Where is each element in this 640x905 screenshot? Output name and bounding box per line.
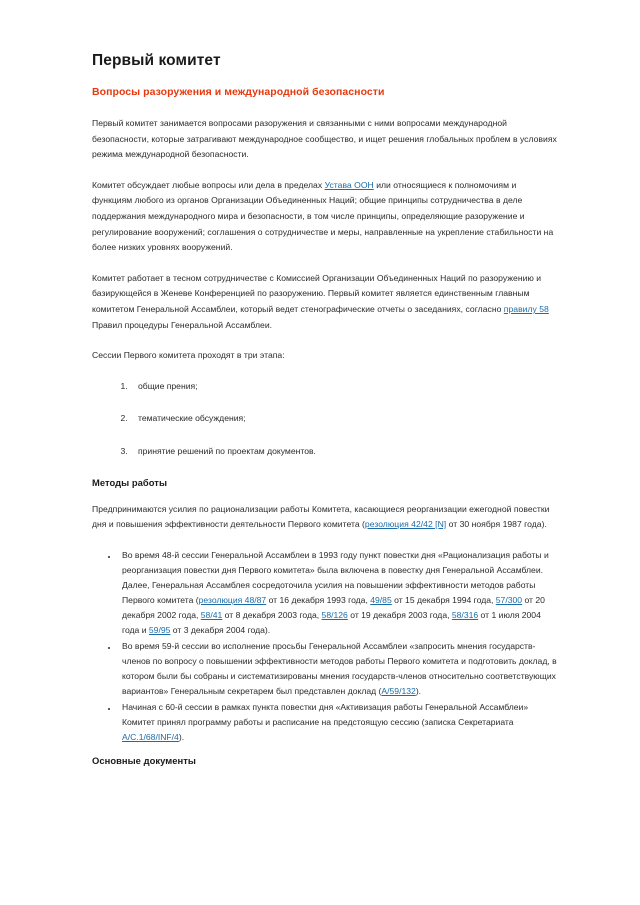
paragraph-stages-lead bbox=[92, 348, 558, 364]
note-text-7: от 1 июля 2004 года и bbox=[122, 609, 541, 635]
note-text-2: от 16 декабря 1993 года, bbox=[266, 594, 371, 605]
stage-label: тематические обсуждения; bbox=[138, 413, 246, 424]
link-resolution-48-87[interactable]: резолюция 48/87 bbox=[198, 594, 267, 605]
paragraph-cooperation bbox=[92, 271, 558, 333]
link-un-charter[interactable]: Устава ООН bbox=[324, 179, 374, 190]
methods-notes-list bbox=[92, 548, 558, 745]
note-text-3: от 15 декабря 1994 года, bbox=[391, 594, 496, 605]
note-text-8: от 3 декабря 2004 года). bbox=[170, 624, 271, 635]
note-text-4: от 20 декабря 2002 года, bbox=[122, 594, 545, 620]
note-text-2: ). bbox=[178, 731, 185, 742]
link-resolution-59-95[interactable]: 59/95 bbox=[148, 624, 171, 635]
note-text-5: от 8 декабря 2003 года, bbox=[222, 609, 322, 620]
cooperation-text-after: Правил процедуры Генеральной Ассамблеи. bbox=[92, 319, 273, 330]
link-document-a-c1-68-inf-4[interactable]: A/C.1/68/INF/4 bbox=[122, 731, 179, 742]
link-resolution-58-41[interactable]: 58/41 bbox=[200, 609, 223, 620]
list-item bbox=[118, 548, 558, 638]
methods-text-after: от 30 ноября 1987 года). bbox=[446, 519, 547, 530]
link-document-a-59-132[interactable]: A/59/132 bbox=[381, 685, 416, 696]
scope-text-after: или относящиеся к полномочиям и функциям любого из органов Организации Объединенных Наций; общие принципы сотрудничества в деле поддержания международного мира и безопасности, в том числе принципы, определяющие разоружение и регулирование вооружений; соглашения о сотрудничестве и меры, направленные на укрепление стабильности на более низких уровнях вооружений. bbox=[92, 179, 554, 253]
note-text-2: ). bbox=[415, 685, 422, 696]
link-rule-58[interactable]: правилу 58 bbox=[503, 303, 549, 314]
link-resolution-58-126[interactable]: 58/126 bbox=[321, 609, 348, 620]
paragraph-methods-intro bbox=[92, 502, 558, 533]
note-text-1: Во время 48-й сессии Генеральной Ассамблеи в 1993 году пункт повестки дня «Рационализация работы и реорганизация повестки дня Первого комитета» была включена в повестку дня Генеральной Ассамблеи. Далее, Генеральная Ассамблея сосредоточила усилия на повышении эффективности методов работы Первого комитета ( bbox=[122, 549, 549, 605]
paragraph-scope bbox=[92, 178, 558, 256]
link-resolution-49-85[interactable]: 49/85 bbox=[370, 594, 392, 605]
note-text-1: Во время 59-й сессии во исполнение просьбы Генеральной Ассамблеи «запросить мнения государств-членов по вопросу о повышении эффективности методов работы Первого комитета и подготовить доклад, в котором были бы собраны и систематизированы мнения государств-членов относительно соответствующих вариантов» Генеральным секретарем был представлен доклад ( bbox=[122, 640, 557, 696]
list-item bbox=[118, 700, 558, 745]
note-text-1: Начиная с 60-й сессии в рамках пункта повестки дня «Активизация работы Генеральной Ассамблеи» Комитет принял программу работы и расписание на предстоящую сессию (записка Секретариата bbox=[122, 701, 529, 727]
scope-text-before: Комитет обсуждает любые вопросы или дела в пределах bbox=[92, 179, 325, 190]
link-resolution-57-300[interactable]: 57/300 bbox=[495, 594, 523, 605]
stage-label: принятие решений по проектам документов. bbox=[138, 445, 316, 456]
section-heading-documents: Основные документы bbox=[92, 754, 196, 766]
list-item bbox=[130, 444, 558, 460]
list-item bbox=[130, 411, 558, 427]
stages-lead-text: Сессии Первого комитета проходят в три этапа: bbox=[92, 350, 285, 361]
paragraph-intro bbox=[92, 116, 558, 163]
intro-text: Первый комитет занимается вопросами разоружения и связанными с ними вопросами международной безопасности, которые затрагивают международное сообщество, и ищет решения глобальных проблем в условиях режима международной безопасности. bbox=[92, 118, 557, 160]
link-resolution-42-42-n[interactable]: резолюция 42/42 [N] bbox=[364, 519, 447, 530]
list-item bbox=[130, 379, 558, 395]
methods-text-before: Предпринимаются усилия по рационализации работы Комитета, касающиеся реорганизации ежегодной повестки дня и повышения эффективности деятельности Первого комитета ( bbox=[92, 503, 550, 530]
cooperation-text-before: Комитет работает в тесном сотрудничестве с Комиссией Организации Объединенных Наций по разоружению и базирующейся в Женеве Конференцией по разоружению. Первый комитет является единственным главным комитетом Генеральной Ассамблеи, который ведет стенографические отчеты о заседаниях, согласно bbox=[92, 272, 542, 314]
page-subtitle: Вопросы разоружения и международной безопасности bbox=[92, 86, 385, 98]
section-heading-methods: Методы работы bbox=[92, 476, 168, 488]
stages-list bbox=[92, 379, 558, 460]
list-item bbox=[118, 639, 558, 699]
page-title: Первый комитет bbox=[92, 52, 221, 69]
note-text-6: от 19 декабря 2003 года, bbox=[347, 609, 452, 620]
stage-label: общие прения; bbox=[138, 380, 198, 391]
link-resolution-58-316[interactable]: 58/316 bbox=[451, 609, 479, 620]
